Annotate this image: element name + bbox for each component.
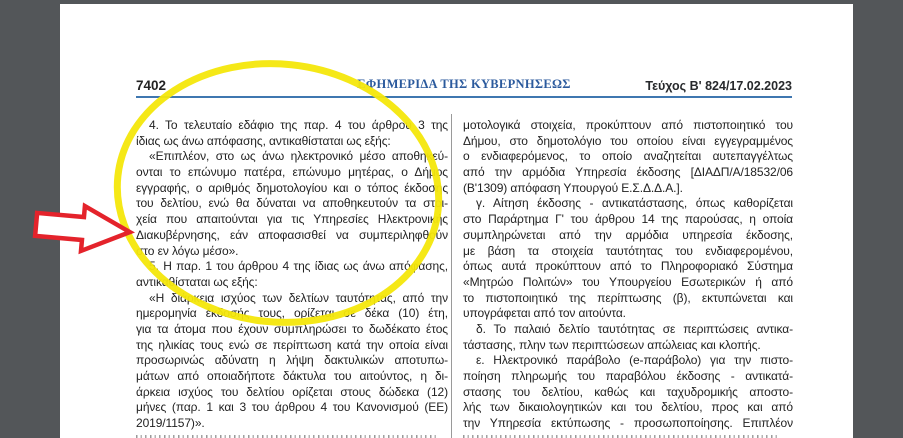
page-number: 7402 <box>136 78 167 93</box>
text-line: συμπληρώνεται από την αρμόδια υπηρεσία έκδοσης, <box>463 227 793 242</box>
text-line: ημερομηνία έκδοσής τους, ορίζεται σε δέκα (10) έτη, <box>136 306 448 321</box>
column-divider <box>451 114 452 438</box>
text-line: αντικαθίσταται ως εξής: <box>136 274 258 289</box>
text-line: 2019/1157)». <box>136 416 205 431</box>
text-line: όπως αυτά προκύπτουν από το Πληροφοριακό Σύστημα <box>463 259 793 274</box>
document-page <box>60 4 853 438</box>
text-lines-left <box>136 118 448 432</box>
text-line: ίδιας ως άνω απόφασης, αντικαθίσταται ως εξής: <box>136 133 391 148</box>
text-line: από την αρμόδια Υπηρεσία έκδοσης [ΔΙΑΔΠ/Α/18532/06 <box>463 165 793 180</box>
page-header <box>136 75 792 95</box>
text-line: «Μητρώο Πολιτών» του Υπουργείου Εσωτερικών ή από <box>463 274 793 289</box>
text-lines-right <box>463 118 793 432</box>
text-line: γ. Αίτηση έκδοσης - αντικατάστασης, όπως καθορίζεται <box>476 196 793 211</box>
text-line: άρκεια ισχύος του δελτίου ορίζεται στους δώδεκα (12) <box>136 384 448 399</box>
text-line: τάστασης, πλην των περιπτώσεων απώλειας και κλοπής. <box>463 337 761 352</box>
text-line: δ. Το παλαιό δελτίο ταυτότητας σε περιπτώσεις αντικα- <box>476 321 793 336</box>
text-line: (Β'1309) απόφαση Υπουργού Ε.Σ.Δ.Δ.Α.]. <box>463 180 683 195</box>
text-line: του δελτίου, ενώ θα δύναται να αποθηκευτούν τα στοι- <box>136 196 448 211</box>
text-line: υπογράφεται από τον αιτούντα. <box>463 306 626 321</box>
text-line: μήνες (παρ. 1 και 3 του άρθρου 4 του Κανονισμού (ΕΕ) <box>136 400 448 415</box>
text-line: της ηλικίας τους ενώ σε περίπτωση κατά την οποία είναι <box>136 337 448 352</box>
text-line: εγγραφής, ο αριθμός δημοτολογίου και ο τόπος έκδοσης <box>136 180 448 195</box>
text-line: 5. Η παρ. 1 του άρθρου 4 της ίδιας ως άνω απόφασης, <box>149 259 448 274</box>
issue-info: Τεύχος Β' 824/17.02.2023 <box>645 79 792 93</box>
text-line: ονται το επώνυμο πατέρα, επώνυμο μητέρας, ο Δήμος <box>136 165 448 180</box>
text-line: Δήμου, στο δημοτολόγιο του οποίου είναι εγγεγραμμένος <box>463 133 793 148</box>
text-line: προσωρινώς αδύνατη η λήψη δακτυλικών αποτυπω- <box>136 353 448 368</box>
text-line: μάτων από οποιαδήποτε δάκτυλα του αιτούντος, η δι- <box>136 369 448 383</box>
text-line: λής των δικαιολογητικών και του δελτίου, προς και από <box>463 400 793 415</box>
text-line: χεία που απαιτούνται για τις Υπηρεσίες Ηλεκτρονικής <box>136 212 448 227</box>
text-line: στο Παράρτημα Γ' του άρθρου 14 της παρούσας, η οποία <box>463 212 793 227</box>
text-line: «Η διάρκεια ισχύος των δελτίων ταυτότητας, από την <box>149 290 448 305</box>
text-column-left <box>136 118 448 438</box>
text-line: ποίηση πληρωμής του παραβόλου έκδοσης - αντικατά- <box>463 369 793 383</box>
text-line: ο ενδιαφερόμενος, το οποίο αναζητείται αυτεπαγγέλτως <box>463 149 793 164</box>
text-line: στασης του δελτίου, καθώς και ταχυδρομικής αποστο- <box>463 384 793 399</box>
header-rule <box>136 96 792 98</box>
text-line: για τα άτομα που έχουν συμπληρώσει το δωδέκατο έτος <box>136 321 448 336</box>
text-line: με βάση τα στοιχεία ταυτότητας του ενδιαφερομένου, <box>463 243 793 258</box>
text-line: το πιστοποιητικό της περίπτωσης (β), εκτυπώνεται και <box>463 290 793 305</box>
text-line: στο εν λόγω μέσο». <box>136 243 239 258</box>
text-line: μοτολογικά στοιχεία, προκύπτουν από πιστοποιητικό του <box>463 118 793 132</box>
text-line: 4. Το τελευταίο εδάφιο της παρ. 4 του άρθρου 3 της <box>149 118 448 132</box>
gazette-title: ΕΦΗΜΕΡΙΔΑ ΤΗΣ ΚΥΒΕΡΝΗΣΕΩΣ <box>357 77 571 91</box>
text-line: την Υπηρεσία εκτύπωσης - προσωποποίησης. Επιπλέον <box>463 416 793 431</box>
text-line: «Επιπλέον, στο ως άνω ηλεκτρονικό μέσο αποθηκεύ- <box>149 149 448 164</box>
text-column-right <box>463 118 793 438</box>
text-line: ε. Ηλεκτρονικό παράβολο (e-παράβολο) για την πιστο- <box>476 353 793 368</box>
text-line: Διακυβέρνησης, εάν αποφασισθεί να συμπεριληφθούν <box>136 227 448 242</box>
